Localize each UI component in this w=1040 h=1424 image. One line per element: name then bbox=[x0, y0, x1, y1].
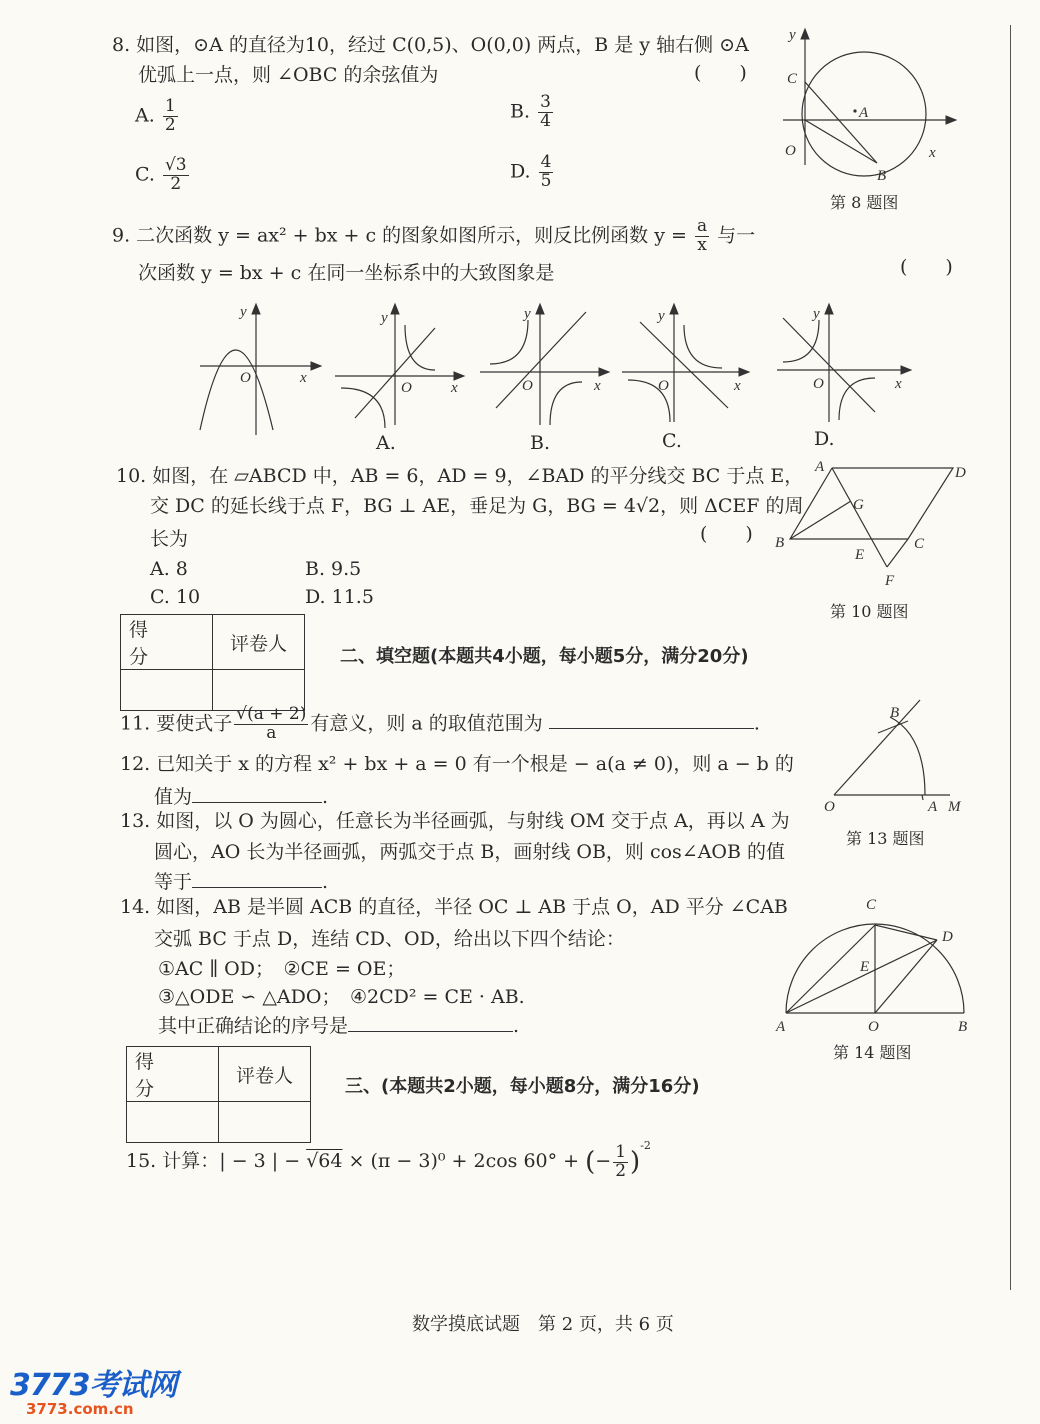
q11-answer-blank[interactable] bbox=[549, 714, 754, 729]
q14-answer-blank[interactable] bbox=[348, 1017, 513, 1032]
svg-text:y: y bbox=[240, 304, 247, 320]
svg-text:B: B bbox=[890, 705, 900, 721]
svg-text:A: A bbox=[859, 105, 869, 121]
q10-line3: 长为 bbox=[150, 528, 189, 550]
q9-option-d-graph bbox=[775, 300, 915, 430]
svg-text:O: O bbox=[868, 1019, 879, 1035]
q8-circle-figure bbox=[775, 25, 965, 185]
q14-line5: 其中正确结论的序号是 . bbox=[158, 1015, 520, 1037]
svg-text:M: M bbox=[948, 799, 961, 815]
svg-text:B: B bbox=[775, 535, 785, 551]
section3-title: 三、(本题共2小题，每小题8分，满分16分) bbox=[345, 1076, 700, 1097]
svg-text:C: C bbox=[787, 71, 798, 87]
q8-option-a: A. $\frac{1}{2}$ bbox=[135, 96, 176, 135]
svg-text:A: A bbox=[776, 1019, 786, 1035]
q14-conclusions-1-2: ①AC ∥ OD； ②CE = OE； bbox=[158, 958, 406, 980]
q15-expression: 15. 计算：| − 3 | − √64 × (π − 3)⁰ + 2cos 60° + (− $\frac{1}{2}$ )$^{-2}$ bbox=[126, 1139, 651, 1181]
score-header: 得 分 bbox=[127, 1047, 219, 1102]
q10-option-a: A. 8 bbox=[150, 558, 188, 580]
q9-option-a-label: A. bbox=[376, 432, 396, 454]
q13-answer-blank[interactable] bbox=[192, 873, 322, 888]
q10-option-b: B. 9.5 bbox=[305, 558, 362, 580]
q8-line2: 优弧上一点，则 ∠OBC 的余弦值为 bbox=[138, 64, 439, 86]
svg-text:G: G bbox=[853, 497, 864, 513]
svg-text:O: O bbox=[240, 370, 251, 386]
watermark-url: 3773.com.cn bbox=[26, 1400, 134, 1418]
q9-line2: 次函数 y = bx + c 在同一坐标系中的大致图象是 bbox=[138, 262, 555, 284]
svg-text:A: A bbox=[815, 459, 825, 475]
svg-text:B: B bbox=[958, 1019, 968, 1035]
q8-figure-caption: 第 8 题图 bbox=[830, 193, 899, 212]
grader-header: 评卷人 bbox=[219, 1047, 311, 1102]
svg-text:E: E bbox=[860, 959, 870, 975]
svg-text:x: x bbox=[734, 378, 741, 394]
score-table-section2 bbox=[120, 614, 305, 711]
q10-parallelogram-figure bbox=[775, 455, 975, 595]
q13-arc-figure bbox=[820, 695, 980, 815]
svg-text:D: D bbox=[955, 465, 966, 481]
section2-title: 二、填空题(本题共4小题，每小题5分，满分20分) bbox=[340, 646, 749, 667]
svg-text:E: E bbox=[855, 547, 865, 563]
score-cell[interactable] bbox=[127, 1102, 219, 1143]
svg-text:B: B bbox=[877, 168, 887, 184]
q9-option-b-graph bbox=[478, 300, 618, 430]
q13-line1: 13. 如图，以 O 为圆心，任意长为半径画弧，与射线 OM 交于点 A，再以 A 为 bbox=[120, 810, 790, 832]
q12-line2: 值为 . bbox=[154, 786, 329, 808]
svg-text:O: O bbox=[658, 378, 669, 394]
svg-text:x: x bbox=[300, 370, 307, 386]
grader-cell[interactable] bbox=[219, 1102, 311, 1143]
page-margin-line bbox=[1010, 25, 1011, 1290]
q9-option-a-graph bbox=[333, 300, 473, 430]
q11-text: 11. 要使式子 $\frac{√(a + 2)}{a}$ 有意义，则 a 的取值范围为 . bbox=[120, 704, 760, 743]
q10-option-c: C. 10 bbox=[150, 586, 201, 608]
q10-line1: 10. 如图，在 ▱ABCD 中，AB = 6，AD = 9，∠BAD 的平分线交 BC 于点 E， bbox=[116, 465, 804, 487]
svg-text:y: y bbox=[524, 306, 531, 322]
q9-option-c-graph bbox=[620, 300, 760, 430]
svg-text:O: O bbox=[813, 376, 824, 392]
q8-line1: 8. 如图，⊙A 的直径为10，经过 C(0,5)、O(0,0) 两点，B 是 y 轴右侧 ⊙A bbox=[112, 34, 749, 56]
svg-text:y: y bbox=[789, 27, 796, 43]
q13-figure-caption: 第 13 题图 bbox=[846, 829, 925, 848]
svg-text:O: O bbox=[824, 799, 835, 815]
q9-option-c-label: C. bbox=[662, 430, 682, 452]
q14-figure-caption: 第 14 题图 bbox=[833, 1043, 912, 1062]
page-footer: 数学摸底试题 第 2 页，共 6 页 bbox=[412, 1314, 674, 1335]
watermark-brand: 3773考试网 bbox=[10, 1368, 177, 1403]
q8-option-d: D. $\frac{4}{5}$ bbox=[510, 152, 552, 191]
q10-figure-caption: 第 10 题图 bbox=[830, 602, 909, 621]
q8-answer-paren: ( ) bbox=[694, 62, 747, 84]
svg-text:y: y bbox=[658, 308, 665, 324]
svg-text:x: x bbox=[594, 378, 601, 394]
site-watermark-logo bbox=[10, 1360, 177, 1418]
svg-text:x: x bbox=[895, 376, 902, 392]
svg-text:D: D bbox=[942, 929, 953, 945]
q12-line1: 12. 已知关于 x 的方程 x² + bx + a = 0 有一个根是 − a(a ≠ 0)，则 a − b 的 bbox=[120, 753, 794, 775]
q14-line2: 交弧 BC 于点 D，连结 CD、OD，给出以下四个结论： bbox=[154, 928, 625, 950]
q12-answer-blank[interactable] bbox=[192, 788, 322, 803]
q8-option-b: B. $\frac{3}{4}$ bbox=[510, 92, 551, 131]
svg-text:C: C bbox=[866, 897, 877, 913]
q14-conclusions-3-4: ③△ODE ∽ △ADO； ④2CD² = CE · AB. bbox=[158, 986, 525, 1008]
svg-text:y: y bbox=[381, 310, 388, 326]
q9-line1: 9. 二次函数 y = ax² + bx + c 的图象如图所示，则反比例函数 y = $\frac{a}{x}$ 与一 bbox=[112, 216, 756, 255]
q14-semicircle-figure bbox=[776, 895, 975, 1035]
q9-option-d-label: D. bbox=[814, 428, 835, 450]
q9-parabola-graph bbox=[190, 300, 330, 440]
svg-text:A: A bbox=[928, 799, 938, 815]
svg-text:O: O bbox=[522, 378, 533, 394]
q10-line2: 交 DC 的延长线于点 F，BG ⊥ AE，垂足为 G，BG = 4√2，则 ΔCEF 的周 bbox=[150, 495, 804, 517]
q10-answer-paren: ( ) bbox=[700, 523, 753, 545]
q10-option-d: D. 11.5 bbox=[305, 586, 374, 608]
q13-line2: 圆心，AO 长为半径画弧，两弧交于点 B，画射线 OB，则 cos∠AOB 的值 bbox=[154, 841, 786, 863]
svg-text:C: C bbox=[914, 536, 925, 552]
q13-line3: 等于 . bbox=[154, 871, 329, 893]
svg-text:y: y bbox=[813, 306, 820, 322]
svg-text:x: x bbox=[451, 380, 458, 396]
score-table-section3 bbox=[126, 1046, 311, 1143]
grader-header: 评卷人 bbox=[213, 615, 305, 670]
svg-text:O: O bbox=[401, 380, 412, 396]
score-header: 得 分 bbox=[121, 615, 213, 670]
svg-text:F: F bbox=[885, 573, 895, 589]
q14-line1: 14. 如图，AB 是半圆 ACB 的直径，半径 OC ⊥ AB 于点 O，AD 平分 ∠CAB bbox=[120, 896, 788, 918]
svg-text:x: x bbox=[929, 145, 936, 161]
svg-text:O: O bbox=[785, 143, 796, 159]
q9-answer-paren: ( ) bbox=[900, 256, 953, 278]
q9-option-b-label: B. bbox=[530, 432, 551, 454]
score-cell[interactable] bbox=[121, 670, 213, 711]
q8-option-c: C. $\frac{√3}{2}$ bbox=[135, 155, 187, 194]
